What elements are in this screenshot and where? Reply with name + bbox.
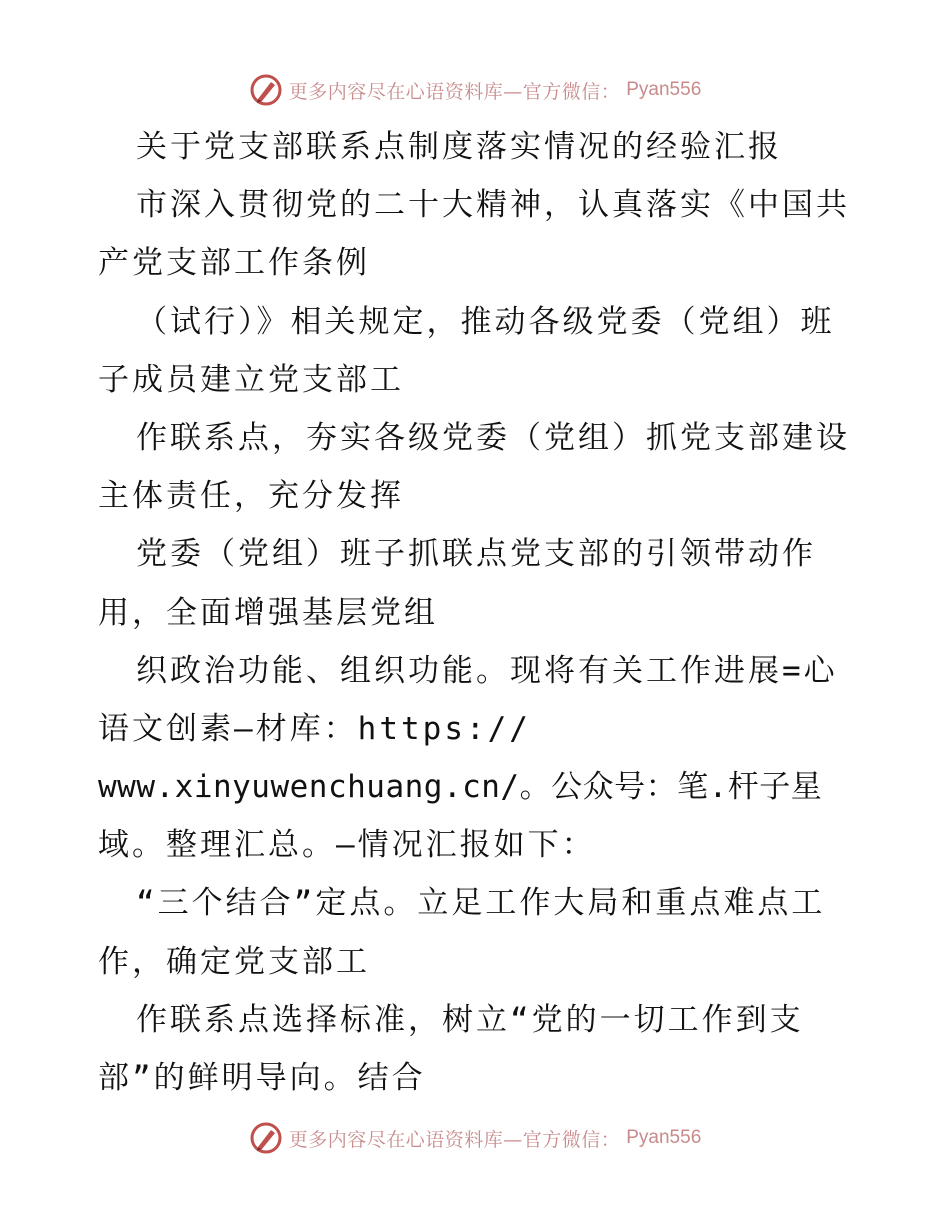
body-line: 市深入贯彻党的二十大精神，认真落实《中国共 xyxy=(136,187,850,224)
body-line: 作联系点，夯实各级党委（党组）抓党支部建设 xyxy=(136,419,850,456)
body-line: 用，全面增强基层党组 xyxy=(98,594,438,631)
pen-circle-logo-icon xyxy=(249,73,283,107)
body-line: 作联系点选择标准，树立“党的一切工作到支 xyxy=(136,1001,804,1038)
pen-circle-logo-icon xyxy=(249,1121,283,1155)
body-line: 域。整理汇总。—情况汇报如下： xyxy=(98,827,596,864)
body-line: 子成员建立党支部工 xyxy=(98,361,404,398)
watermark-id: Pyan556 xyxy=(626,79,702,100)
watermark-text: 更多内容尽在心语资料库—官方微信： xyxy=(288,80,621,103)
body-line: 主体责任，充分发挥 xyxy=(98,478,404,515)
body-line: 语文创素—材库：https:// xyxy=(98,710,531,747)
body-line: www.xinyuwenchuang.cn/。公众号：笔.杆子星 xyxy=(98,769,823,806)
body-line: （试行）》相关规定，推动各级党委（党组）班 xyxy=(136,303,835,340)
body-line: 党委（党组）班子抓联点党支部的引领带动作 xyxy=(136,536,816,573)
body-line: “三个结合”定点。立足工作大局和重点难点工 xyxy=(136,885,826,922)
body-line: 部”的鲜明导向。结合 xyxy=(98,1060,426,1096)
header-watermark xyxy=(0,70,950,110)
footer-watermark xyxy=(0,1118,950,1158)
body-line: 作，确定党支部工 xyxy=(98,943,370,980)
document-body xyxy=(98,122,858,1111)
body-line: 织政治功能、组织功能。现将有关工作进展=心 xyxy=(136,652,838,689)
watermark-id: Pyan556 xyxy=(626,1127,702,1148)
body-line: 产党支部工作条例 xyxy=(98,245,370,282)
document-title: 关于党支部联系点制度落实情况的经验汇报 xyxy=(136,129,782,165)
watermark-text: 更多内容尽在心语资料库—官方微信： xyxy=(288,1128,621,1151)
